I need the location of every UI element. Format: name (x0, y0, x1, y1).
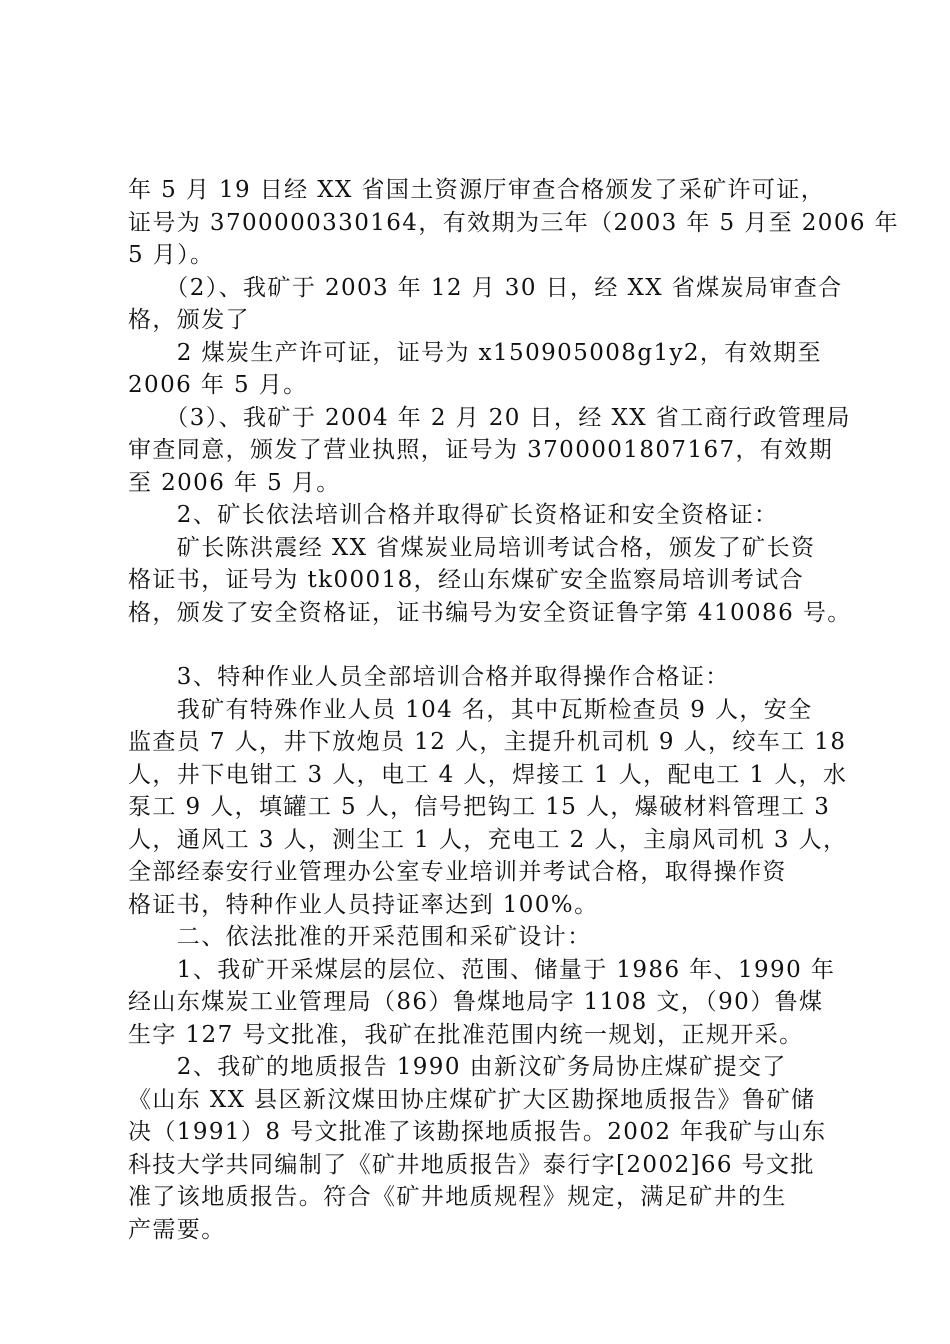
text-line: 科技大学共同编制了《矿井地质报告》泰行字[2002]66 号文批 (128, 1151, 815, 1178)
text-line: 产需要。 (128, 1216, 226, 1243)
section-heading: 二、依法批准的开采范围和采矿设计： (128, 924, 592, 950)
text-line: 人，通风工 3 人，测尘工 1 人，充电工 2 人，主扇风司机 3 人， (128, 826, 848, 853)
text-line: 证号为 3700000330164，有效期为三年（2003 年 5 月至 2006 年 (128, 209, 899, 236)
text-line: 格，颁发了安全资格证，证书编号为安全资证鲁字第 410086 号。 (128, 599, 852, 626)
text-line: 2、我矿的地质报告 1990 由新汶矿务局协庄煤矿提交了 (128, 1054, 787, 1080)
text-line: 年 5 月 19 日经 XX 省国土资源厅审查合格颁发了采矿许可证， (128, 177, 826, 203)
text-line: 2006 年 5 月。 (128, 372, 308, 398)
text-line: （3）、我矿于 2004 年 2 月 20 日，经 XX 省工商行政管理局 (128, 404, 851, 431)
text-line: 全部经泰安行业管理办公室专业培训并考试合格，取得操作资 (128, 859, 787, 885)
text-line: 2 煤炭生产许可证，证号为 x150905008g1y2，有效期至 (128, 339, 822, 366)
text-line: 5 月）。 (128, 242, 215, 268)
text-line: 格，颁发了 (128, 307, 250, 333)
text-line: 人，井下电钳工 3 人，电工 4 人，焊接工 1 人，配电工 1 人，水 (128, 761, 848, 788)
section-heading: 2、矿长依法培训合格并取得矿长资格证和安全资格证： (128, 502, 779, 528)
paragraph-gap (128, 629, 848, 661)
text-line: 1、我矿开采煤层的层位、范围、储量于 1986 年、1990 年 (128, 956, 836, 983)
section-heading: 3、特种作业人员全部培训合格并取得操作合格证： (128, 664, 730, 690)
text-line: 经山东煤炭工业管理局（86）鲁煤地局字 1108 文，（90）鲁煤 (128, 989, 824, 1015)
text-line: 准了该地质报告。符合《矿井地质规程》规定，满足矿井的生 (128, 1184, 787, 1210)
text-line: 生字 127 号文批准，我矿在批准范围内统一规划，正规开采。 (128, 1021, 804, 1048)
text-line: 《山东 XX 县区新汶煤田协庄煤矿扩大区勘探地质报告》鲁矿储 (128, 1086, 816, 1113)
text-line: 至 2006 年 5 月。 (128, 469, 341, 496)
document-body (128, 174, 899, 1246)
text-line: 决（1991）8 号文批准了该勘探地质报告。2002 年我矿与山东 (128, 1119, 827, 1145)
text-line: 泵工 9 人，填罐工 5 人，信号把钩工 15 人，爆破材料管理工 3 (128, 794, 831, 820)
text-line: 格证书，特种作业人员持证率达到 100%。 (128, 891, 599, 918)
text-line: 矿长陈洪震经 XX 省煤炭业局培训考试合格，颁发了矿长资 (128, 534, 816, 561)
text-line: （2）、我矿于 2003 年 12 月 30 日，经 XX 省煤炭局审查合 (128, 274, 843, 301)
text-line: 监查员 7 人，井下放炮员 12 人，主提升机司机 9 人，绞车工 18 (128, 729, 847, 755)
text-line: 我矿有特殊作业人员 104 名，其中瓦斯检查员 9 人，安全 (128, 696, 813, 723)
text-line: 格证书，证号为 tk00018，经山东煤矿安全监察局培训考试合 (128, 567, 805, 593)
text-line: 审查同意，颁发了营业执照，证号为 3700001807167，有效期 (128, 437, 834, 463)
